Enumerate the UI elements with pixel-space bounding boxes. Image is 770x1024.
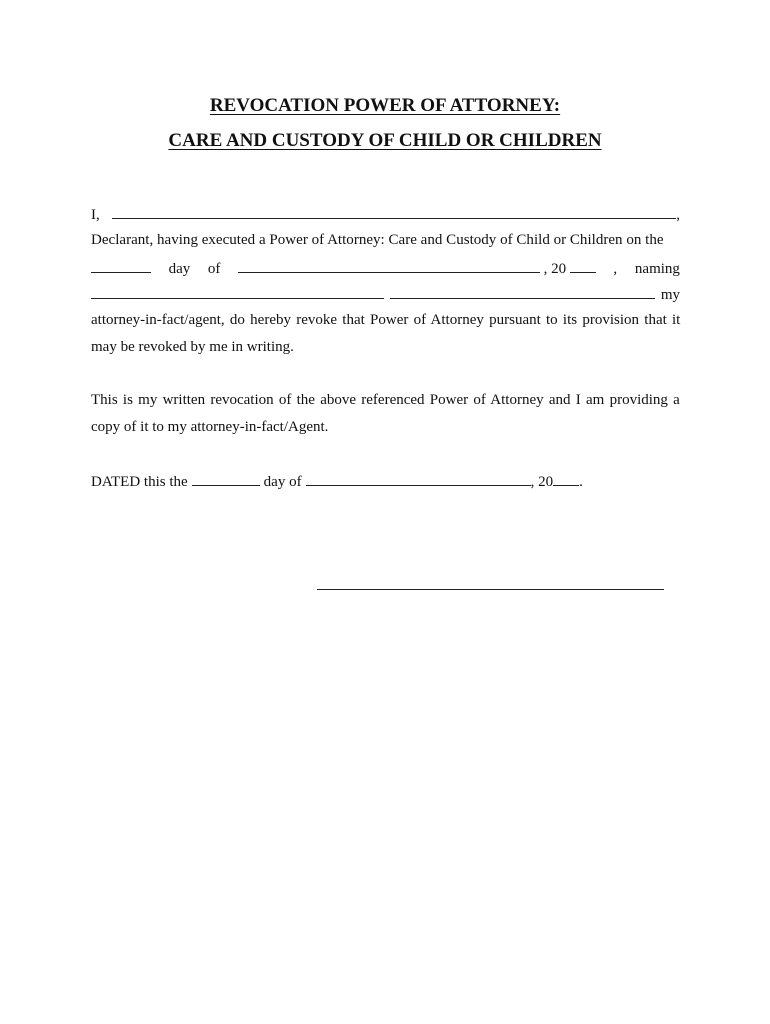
text: copy of it to my attorney-in-fact/Agent. <box>91 419 329 435</box>
text: DATED this the <box>91 474 188 490</box>
text: . <box>579 474 583 490</box>
original-month-field[interactable] <box>238 257 540 273</box>
dated-day-field[interactable] <box>192 470 260 486</box>
text: Declarant, having executed a Power of Attorney: Care and Custody of Child or Children on the <box>91 232 664 248</box>
paragraph-line <box>91 310 680 330</box>
text: , 20 <box>530 474 554 490</box>
paragraph-line <box>91 390 680 410</box>
dated-row <box>91 470 680 490</box>
document-title-line-2 <box>0 130 770 152</box>
paragraph-line <box>91 230 680 250</box>
text: of <box>207 261 221 277</box>
text: my <box>660 287 680 303</box>
text: This is my written revocation of the above referenced Power of Attorney and I am providing a <box>91 392 680 408</box>
text: may be revoked by me in writing. <box>91 339 294 355</box>
title-text: REVOCATION POWER OF ATTORNEY: <box>209 95 561 116</box>
text: attorney-in-fact/agent, do hereby revoke that Power of Attorney pursuant to its provision that it <box>91 312 681 328</box>
text: day <box>168 261 191 277</box>
agent-name-field-1[interactable] <box>91 283 384 299</box>
declarant-name-field[interactable] <box>112 203 677 219</box>
document-title-line-1 <box>0 95 770 117</box>
agent-name-field-2[interactable] <box>390 283 655 299</box>
declarant-name-row <box>91 203 680 223</box>
signature-line[interactable] <box>317 589 664 590</box>
text: I, <box>91 207 100 223</box>
text: , 20 <box>543 261 567 277</box>
dated-year-field[interactable] <box>553 470 579 486</box>
text: , naming <box>613 261 680 277</box>
original-date-row <box>91 257 680 277</box>
title-text: CARE AND CUSTODY OF CHILD OR CHILDREN <box>168 130 602 151</box>
original-year-field[interactable] <box>570 257 596 273</box>
original-day-field[interactable] <box>91 257 151 273</box>
dated-month-field[interactable] <box>306 470 531 486</box>
paragraph-line <box>91 417 680 437</box>
text: , <box>676 207 680 223</box>
paragraph-line <box>91 337 680 357</box>
text: day of <box>263 474 302 490</box>
agent-name-row <box>91 283 680 303</box>
